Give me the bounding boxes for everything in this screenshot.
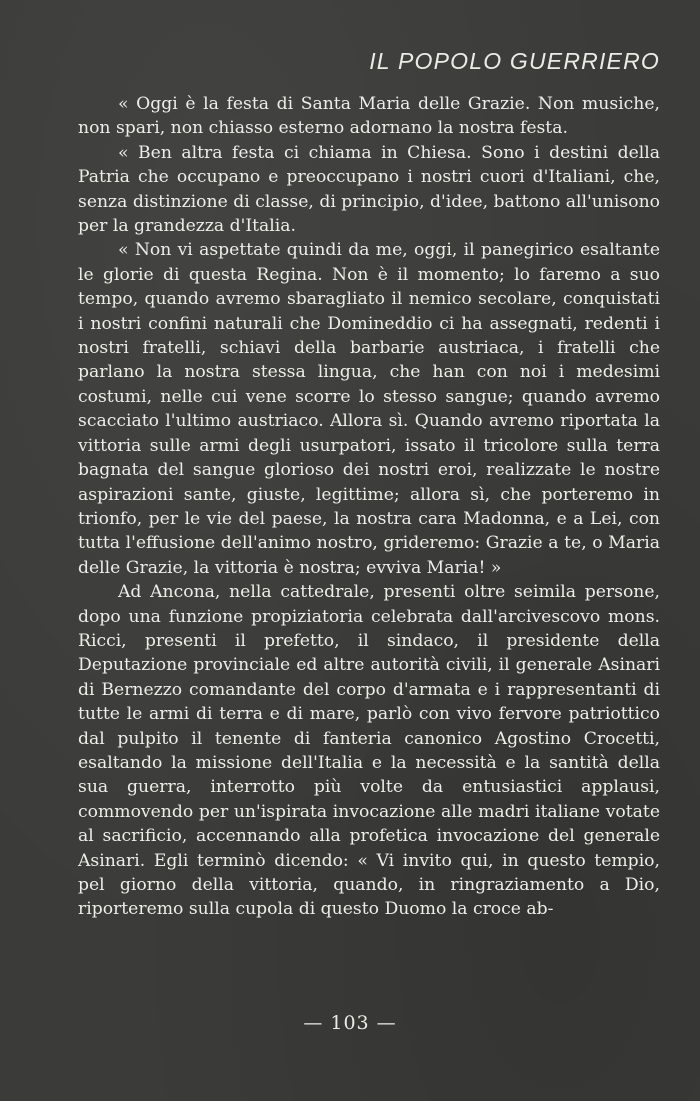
running-title: IL POPOLO GUERRIERO xyxy=(369,48,660,74)
paragraph: « Ben altra festa ci chiama in Chiesa. Sono i destini della Patria che occupano e preoccupano i nostri cuori d'Italiani, che, senza distinzione di classe, di principio, d'idee, battono all'unisono per la grandezza d'Italia. xyxy=(78,142,660,237)
paragraph: « Oggi è la festa di Santa Maria delle Grazie. Non musiche, non spari, non chiasso esterno adornano la nostra festa. xyxy=(78,94,660,139)
paragraph: Ad Ancona, nella cattedrale, presenti oltre seimila persone, dopo una funzione propiziatoria celebrata dall'arcivescovo mons. Ricci, presenti il prefetto, il sindaco, il presidente della Deputazione provinciale ed altre autorità civili, il generale Asinari di Bernezzo comandante del corpo d'armata e i rappresentanti di tutte le armi di terra e di mare, parlò con vivo fervore patriottico dal pulpito il tenente di fanteria canonico Agostino Crocetti, esaltando la missione dell'Italia e la necessità e la santità della sua guerra, interrotto più volte da entusiastici applausi, commovendo per un'ispirata invocazione alle madri italiane votate al sacrificio, accennando alla profetica invocazione del generale Asinari. Egli terminò dicendo: « Vi invito qui, in questo tempio, pel giorno della vittoria, quando, in ringraziamento a Dio, riporteremo sulla cupola di questo Duomo la croce ab- xyxy=(78,582,660,920)
body-text xyxy=(78,92,660,922)
paragraph: « Non vi aspettate quindi da me, oggi, il panegirico esaltante le glorie di questa Regina. Non è il momento; lo faremo a suo tempo, quando avremo sbaragliato il nemico secolare, conquistati i nostri confini naturali che Domineddio ci ha assegnati, redenti i nostri fratelli, schiavi della barbarie austriaca, i fratelli che parlano la nostra stessa lingua, che han con noi i medesimi costumi, nelle cui vene scorre lo stesso sangue; quando avremo scacciato l'ultimo austriaco. Allora sì. Quando avremo riportata la vittoria sulle armi degli usurpatori, issato il tricolore sulla terra bagnata del sangue glorioso dei nostri eroi, realizzate le nostre aspirazioni sante, giuste, legittime; allora sì, che porteremo in trionfo, per le vie del paese, la nostra cara Madonna, e a Lei, con tutta l'effusione dell'animo nostro, grideremo: Grazie a te, o Maria delle Grazie, la vittoria è nostra; evviva Maria! » xyxy=(78,240,660,578)
page-number: — 103 — xyxy=(303,1012,397,1034)
